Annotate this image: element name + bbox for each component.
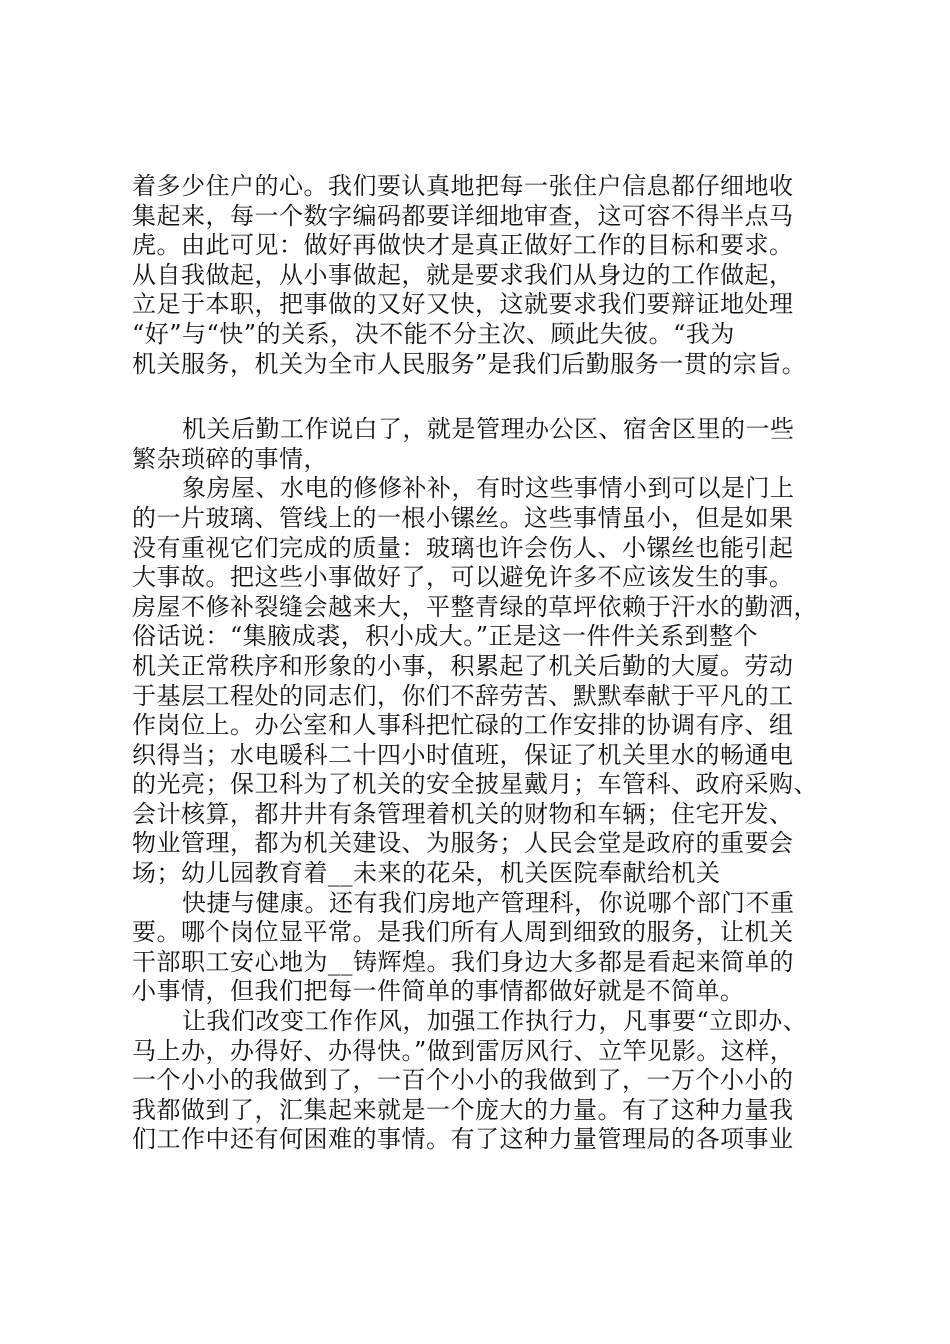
- paragraph-block-1: [132, 172, 852, 379]
- text-line: 让我们改变工作作风，加强工作执行力，凡事要“立即办、: [182, 1007, 808, 1036]
- text-line: 要。哪个岗位显平常。是我们所有人周到细致的服务，让机关: [132, 918, 794, 947]
- text-line: 房屋不修补裂缝会越来大，平整青绿的草坪依赖于汗水的勤洒，: [132, 592, 818, 621]
- text-line: 的一片玻璃、管线上的一根小镙丝。这些事情虽小，但是如果: [132, 503, 794, 532]
- text-line: 马上办，办得好、办得快。”做到雷厉风行、立竿见影。这样，: [132, 1036, 795, 1065]
- text-line: 的光亮；保卫科为了机关的安全披星戴月；车管科、政府采购、: [132, 770, 818, 799]
- text-line: 立足于本职，把事做的又好又快，这就要求我们要辩证地处理: [132, 290, 794, 319]
- text-line: 于基层工程处的同志们，你们不辞劳苦、默默奉献于平凡的工: [132, 681, 794, 710]
- document-body: [132, 172, 852, 1155]
- text-line: 场；幼儿园教育着__未来的花朵，机关医院奉献给机关: [132, 859, 721, 888]
- text-line: 象房屋、水电的修修补补，有时这些事情小到可以是门上: [182, 474, 795, 503]
- text-line: 集起来，每一个数字编码都要详细地审查，这可容不得半点马: [132, 201, 794, 230]
- text-line: 从自我做起，从小事做起，就是要求我们从身边的工作做起，: [132, 260, 794, 289]
- text-line: 一个小小的我做到了，一百个小小的我做到了，一万个小小的: [132, 1066, 794, 1095]
- text-line: 机关正常秩序和形象的小事，积累起了机关后勤的大厦。劳动: [132, 651, 794, 680]
- text-line: 俗话说：“集腋成裘，积小成大。”正是这一件件关系到整个: [132, 622, 759, 651]
- text-line: 们工作中还有何困难的事情。有了这种力量管理局的各项事业: [132, 1125, 794, 1154]
- text-line: 着多少住户的心。我们要认真地把每一张住户信息都仔细地收: [132, 172, 794, 200]
- text-line: 繁杂琐碎的事情，: [132, 444, 328, 473]
- text-line: 我都做到了，汇集起来就是一个庞大的力量。有了这种力量我: [132, 1095, 794, 1124]
- text-line: 机关服务，机关为全市人民服务”是我们后勤服务一贯的宗旨。: [132, 349, 807, 378]
- text-line: 会计核算，都井井有条管理着机关的财物和车辆；住宅开发、: [132, 799, 794, 828]
- paragraph-block-2: [132, 415, 852, 1155]
- text-line: 作岗位上。办公室和人事科把忙碌的工作安排的协调有序、组: [132, 711, 794, 740]
- text-line: 织得当；水电暖科二十四小时值班，保证了机关里水的畅通电: [132, 740, 794, 769]
- text-line: 快捷与健康。还有我们房地产管理科，你说哪个部门不重: [182, 888, 795, 917]
- text-line: 虎。由此可见：做好再做快才是真正做好工作的目标和要求。: [132, 231, 794, 260]
- text-line: 物业管理，都为机关建设、为服务；人民会堂是政府的重要会: [132, 829, 794, 858]
- text-line: 机关后勤工作说白了，就是管理办公区、宿舍区里的一些: [182, 415, 795, 444]
- text-line: 干部职工安心地为__铸辉煌。我们身边大多都是看起来简单的: [132, 947, 794, 976]
- paragraph-gap: [132, 379, 852, 415]
- text-line: 没有重视它们完成的质量：玻璃也许会伤人、小镙丝也能引起: [132, 533, 794, 562]
- text-line: “好”与“快”的关系，决不能不分主次、顾此失彼。“我为: [132, 319, 735, 348]
- text-line: 大事故。把这些小事做好了，可以避免许多不应该发生的事。: [132, 563, 794, 592]
- text-line: 小事情，但我们把每一件简单的事情都做好就是不简单。: [132, 977, 745, 1006]
